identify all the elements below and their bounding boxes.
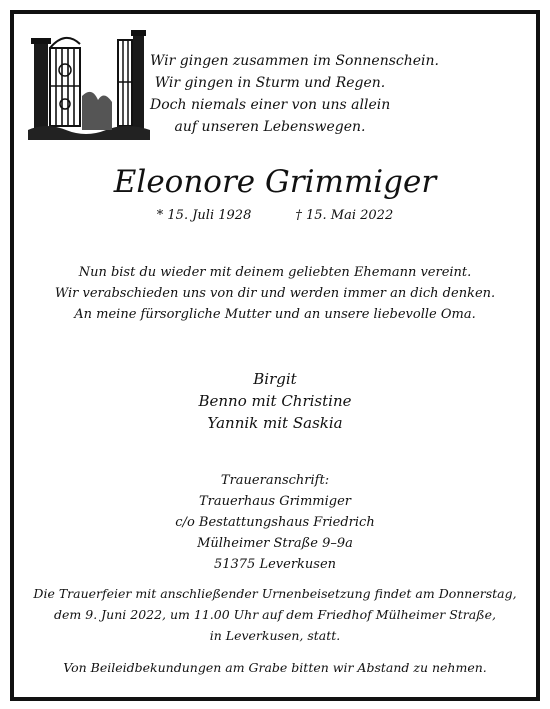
service-line: dem 9. Juni 2022, um 11.00 Uhr auf dem Friedhof Mülheimer Straße, — [54, 607, 496, 622]
message-line: Nun bist du wieder mit deinem geliebten Ehemann vereint. — [78, 265, 472, 280]
life-dates — [40, 207, 510, 225]
address-line: Trauerhaus Grimmiger — [198, 494, 351, 509]
farewell-message — [30, 262, 520, 325]
mourning-address — [40, 470, 510, 575]
address-line: c/o Bestattungshaus Friedrich — [175, 515, 375, 530]
address-line: Mülheimer Straße 9–9a — [197, 536, 353, 551]
death-date: † 15. Mai 2022 — [295, 208, 394, 223]
service-line: Die Trauerfeier mit anschließender Urnenbeisetzung findet am Donnerstag, — [33, 586, 517, 601]
funeral-service-info — [24, 583, 526, 646]
message-line: An meine fürsorgliche Mutter und an unsere liebevolle Oma. — [74, 307, 476, 322]
open-gate-icon — [26, 26, 152, 146]
mourner: Benno mit Christine — [198, 392, 352, 410]
birth-date: * 15. Juli 1928 — [156, 208, 252, 223]
condolence-note: Von Beileidbekundungen am Grabe bitten wir Abstand zu nehmen. — [63, 660, 487, 675]
poem-line: Wir gingen in Sturm und Regen. — [154, 75, 386, 91]
mourners-list — [40, 368, 510, 434]
address-line: 51375 Leverkusen — [213, 557, 337, 572]
poem-line: auf unseren Lebenswegen. — [174, 119, 366, 135]
address-label: Traueranschrift: — [220, 473, 330, 488]
poem — [150, 50, 439, 138]
message-line: Wir verabschieden uns von dir und werden immer an dich denken. — [54, 286, 496, 301]
mourner: Birgit — [253, 370, 297, 388]
deceased-name: Eleonore Grimmiger — [113, 164, 437, 200]
poem-line: Wir gingen zusammen im Sonnenschein. — [150, 53, 439, 69]
service-line: in Leverkusen, statt. — [209, 628, 341, 643]
mourner: Yannik mit Saskia — [207, 414, 343, 432]
poem-line: Doch niemals einer von uns allein — [150, 97, 391, 113]
